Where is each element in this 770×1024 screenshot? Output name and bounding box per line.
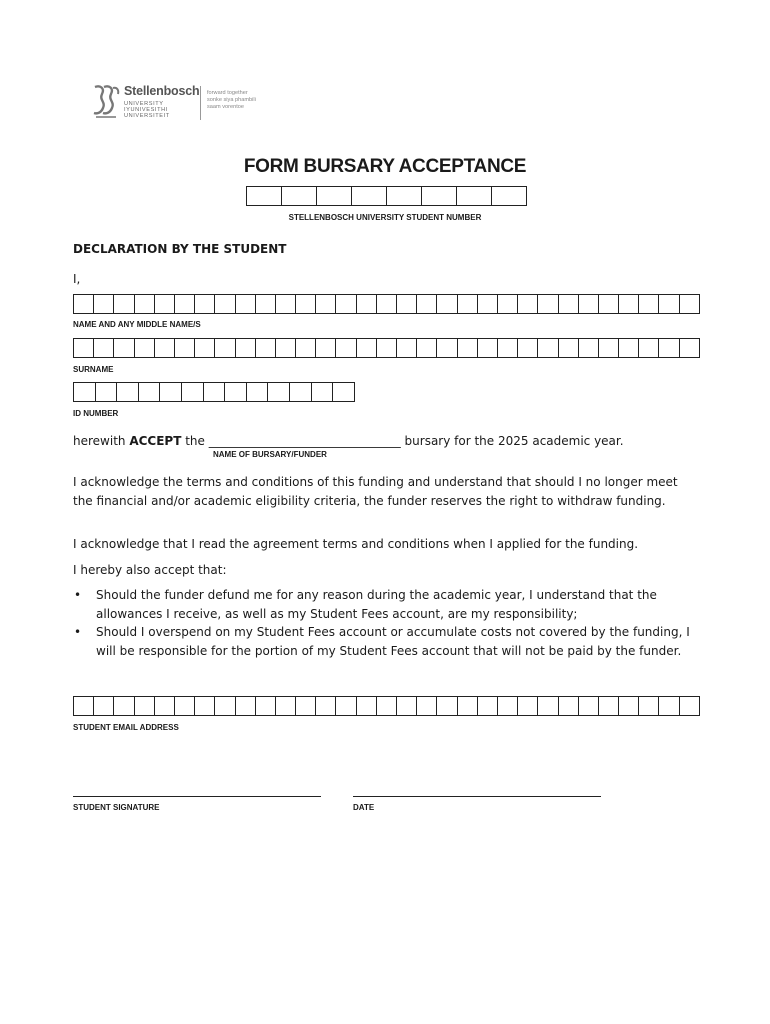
digit-box[interactable] xyxy=(352,186,387,206)
digit-box[interactable] xyxy=(492,186,527,206)
digit-box[interactable] xyxy=(387,186,422,206)
char-box[interactable] xyxy=(195,294,215,314)
condition-item: • Should I overspend on my Student Fees account or accumulate costs not covered by the funding, I will be responsible for the portion of my Student Fees account that will not be paid by the funder. xyxy=(73,623,697,660)
char-box[interactable] xyxy=(225,382,247,402)
char-box[interactable] xyxy=(559,294,579,314)
char-box[interactable] xyxy=(236,696,256,716)
accept-bold: ACCEPT xyxy=(129,434,182,448)
surname-label: SURNAME xyxy=(73,365,114,374)
paragraph-accept-that: I hereby also accept that: xyxy=(73,563,227,577)
char-box[interactable] xyxy=(256,338,276,358)
digit-box[interactable] xyxy=(317,186,352,206)
char-box[interactable] xyxy=(619,294,639,314)
logo-line: IYUNIVESITHI xyxy=(124,107,168,114)
char-box[interactable] xyxy=(160,382,182,402)
date-line[interactable] xyxy=(353,796,601,797)
char-box[interactable] xyxy=(296,338,316,358)
declaration-heading: DECLARATION BY THE STUDENT xyxy=(73,242,287,256)
name-field[interactable] xyxy=(73,294,700,314)
char-box[interactable] xyxy=(639,696,659,716)
char-box[interactable] xyxy=(458,696,478,716)
char-box[interactable] xyxy=(599,338,619,358)
id-number-field[interactable] xyxy=(73,382,355,402)
char-box[interactable] xyxy=(195,338,215,358)
char-box[interactable] xyxy=(236,294,256,314)
char-box[interactable] xyxy=(204,382,226,402)
accept-mid: the xyxy=(181,434,209,448)
char-box[interactable] xyxy=(478,338,498,358)
char-box[interactable] xyxy=(333,382,355,402)
char-box[interactable] xyxy=(458,294,478,314)
char-box[interactable] xyxy=(538,294,558,314)
char-box[interactable] xyxy=(155,294,175,314)
char-box[interactable] xyxy=(215,696,235,716)
char-box[interactable] xyxy=(357,338,377,358)
char-box[interactable] xyxy=(276,294,296,314)
char-box[interactable] xyxy=(659,338,679,358)
accept-prefix: herewith xyxy=(73,434,130,448)
char-box[interactable] xyxy=(135,338,155,358)
char-box[interactable] xyxy=(74,338,94,358)
student-number-field[interactable] xyxy=(246,186,527,206)
char-box[interactable] xyxy=(417,294,437,314)
char-box[interactable] xyxy=(316,696,336,716)
signature-line[interactable] xyxy=(73,796,321,797)
char-box[interactable] xyxy=(437,696,457,716)
char-box[interactable] xyxy=(236,338,256,358)
char-box[interactable] xyxy=(538,696,558,716)
char-box[interactable] xyxy=(135,696,155,716)
char-box[interactable] xyxy=(74,382,96,402)
char-box[interactable] xyxy=(397,294,417,314)
surname-field[interactable] xyxy=(73,338,700,358)
char-box[interactable] xyxy=(114,338,134,358)
tagline-line: forward together xyxy=(207,90,248,96)
char-box[interactable] xyxy=(478,696,498,716)
char-box[interactable] xyxy=(377,696,397,716)
char-box[interactable] xyxy=(296,696,316,716)
char-box[interactable] xyxy=(312,382,334,402)
university-crest-icon xyxy=(92,84,120,120)
char-box[interactable] xyxy=(296,294,316,314)
char-box[interactable] xyxy=(276,696,296,716)
char-box[interactable] xyxy=(437,294,457,314)
funder-blank[interactable]: ________________________________ xyxy=(208,434,401,448)
paragraph-terms: I acknowledge the terms and conditions of this funding and understand that should I no longer meet the financial and/or academic eligibility criteria, the funder reserves the right to withdraw funding. xyxy=(73,475,678,508)
char-box[interactable] xyxy=(639,338,659,358)
logo-divider xyxy=(200,86,201,120)
char-box[interactable] xyxy=(276,338,296,358)
char-box[interactable] xyxy=(336,338,356,358)
name-label: NAME AND ANY MIDDLE NAME/S xyxy=(73,320,201,329)
char-box[interactable] xyxy=(175,696,195,716)
char-box[interactable] xyxy=(114,696,134,716)
char-box[interactable] xyxy=(538,338,558,358)
char-box[interactable] xyxy=(377,338,397,358)
char-box[interactable] xyxy=(498,294,518,314)
char-box[interactable] xyxy=(357,696,377,716)
char-box[interactable] xyxy=(397,696,417,716)
digit-box[interactable] xyxy=(282,186,317,206)
date-label: DATE xyxy=(353,803,375,812)
form-title: FORM BURSARY ACCEPTANCE xyxy=(243,156,527,177)
char-box[interactable] xyxy=(559,696,579,716)
char-box[interactable] xyxy=(599,294,619,314)
char-box[interactable] xyxy=(117,382,139,402)
char-box[interactable] xyxy=(139,382,161,402)
char-box[interactable] xyxy=(498,338,518,358)
email-field[interactable] xyxy=(73,696,700,716)
char-box[interactable] xyxy=(377,294,397,314)
char-box[interactable] xyxy=(74,294,94,314)
char-box[interactable] xyxy=(397,338,417,358)
char-box[interactable] xyxy=(478,294,498,314)
char-box[interactable] xyxy=(659,294,679,314)
char-box[interactable] xyxy=(599,696,619,716)
char-box[interactable] xyxy=(316,338,336,358)
char-box[interactable] xyxy=(579,294,599,314)
condition-item: • Should the funder defund me for any reason during the academic year, I understand that the allowances I receive, as well as my Student Fees account, are my responsibility; xyxy=(73,586,697,623)
char-box[interactable] xyxy=(94,294,114,314)
char-box[interactable] xyxy=(135,294,155,314)
digit-box[interactable] xyxy=(457,186,492,206)
char-box[interactable] xyxy=(256,696,276,716)
char-box[interactable] xyxy=(639,294,659,314)
char-box[interactable] xyxy=(195,696,215,716)
char-box[interactable] xyxy=(215,338,235,358)
digit-box[interactable] xyxy=(247,186,282,206)
char-box[interactable] xyxy=(680,338,700,358)
char-box[interactable] xyxy=(579,338,599,358)
char-box[interactable] xyxy=(182,382,204,402)
char-box[interactable] xyxy=(316,294,336,314)
char-box[interactable] xyxy=(619,696,639,716)
signature-label: STUDENT SIGNATURE xyxy=(73,803,160,812)
char-box[interactable] xyxy=(94,696,114,716)
logo-line: UNIVERSITEIT xyxy=(124,113,170,120)
logo-brand: Stellenbosch xyxy=(124,84,200,98)
char-box[interactable] xyxy=(619,338,639,358)
char-box[interactable] xyxy=(417,338,437,358)
char-box[interactable] xyxy=(437,338,457,358)
char-box[interactable] xyxy=(518,338,538,358)
char-box[interactable] xyxy=(458,338,478,358)
student-number-label: STELLENBOSCH UNIVERSITY STUDENT NUMBER xyxy=(288,213,482,222)
char-box[interactable] xyxy=(498,696,518,716)
funder-label: NAME OF BURSARY/FUNDER xyxy=(213,450,327,459)
id-number-label: ID NUMBER xyxy=(73,409,119,418)
char-box[interactable] xyxy=(518,294,538,314)
char-box[interactable] xyxy=(290,382,312,402)
tagline-line: saam vorentoe xyxy=(207,104,245,110)
accept-sentence xyxy=(73,432,624,451)
char-box[interactable] xyxy=(155,696,175,716)
tagline-line: sonke siya phambili xyxy=(207,97,256,103)
char-box[interactable] xyxy=(215,294,235,314)
paragraph-agreement: I acknowledge that I read the agreement terms and conditions when I applied for the funding. xyxy=(73,537,639,551)
logo-sublines xyxy=(124,101,170,120)
char-box[interactable] xyxy=(256,294,276,314)
char-box[interactable] xyxy=(559,338,579,358)
conditions-list xyxy=(73,586,697,660)
char-box[interactable] xyxy=(96,382,118,402)
char-box[interactable] xyxy=(175,338,195,358)
char-box[interactable] xyxy=(518,696,538,716)
char-box[interactable] xyxy=(417,696,437,716)
accept-suffix: bursary for the 2025 academic year. xyxy=(400,434,624,448)
char-box[interactable] xyxy=(155,338,175,358)
email-label: STUDENT EMAIL ADDRESS xyxy=(73,723,179,732)
char-box[interactable] xyxy=(94,338,114,358)
char-box[interactable] xyxy=(268,382,290,402)
char-box[interactable] xyxy=(74,696,94,716)
char-box[interactable] xyxy=(247,382,269,402)
char-box[interactable] xyxy=(680,294,700,314)
logo-line: UNIVERSITY xyxy=(124,101,164,107)
stellenbosch-logo xyxy=(92,84,292,124)
char-box[interactable] xyxy=(680,696,700,716)
char-box[interactable] xyxy=(579,696,599,716)
logo-tagline xyxy=(207,90,256,111)
char-box[interactable] xyxy=(175,294,195,314)
declaration-i: I, xyxy=(73,272,81,286)
char-box[interactable] xyxy=(357,294,377,314)
char-box[interactable] xyxy=(336,696,356,716)
char-box[interactable] xyxy=(336,294,356,314)
char-box[interactable] xyxy=(659,696,679,716)
char-box[interactable] xyxy=(114,294,134,314)
digit-box[interactable] xyxy=(422,186,457,206)
